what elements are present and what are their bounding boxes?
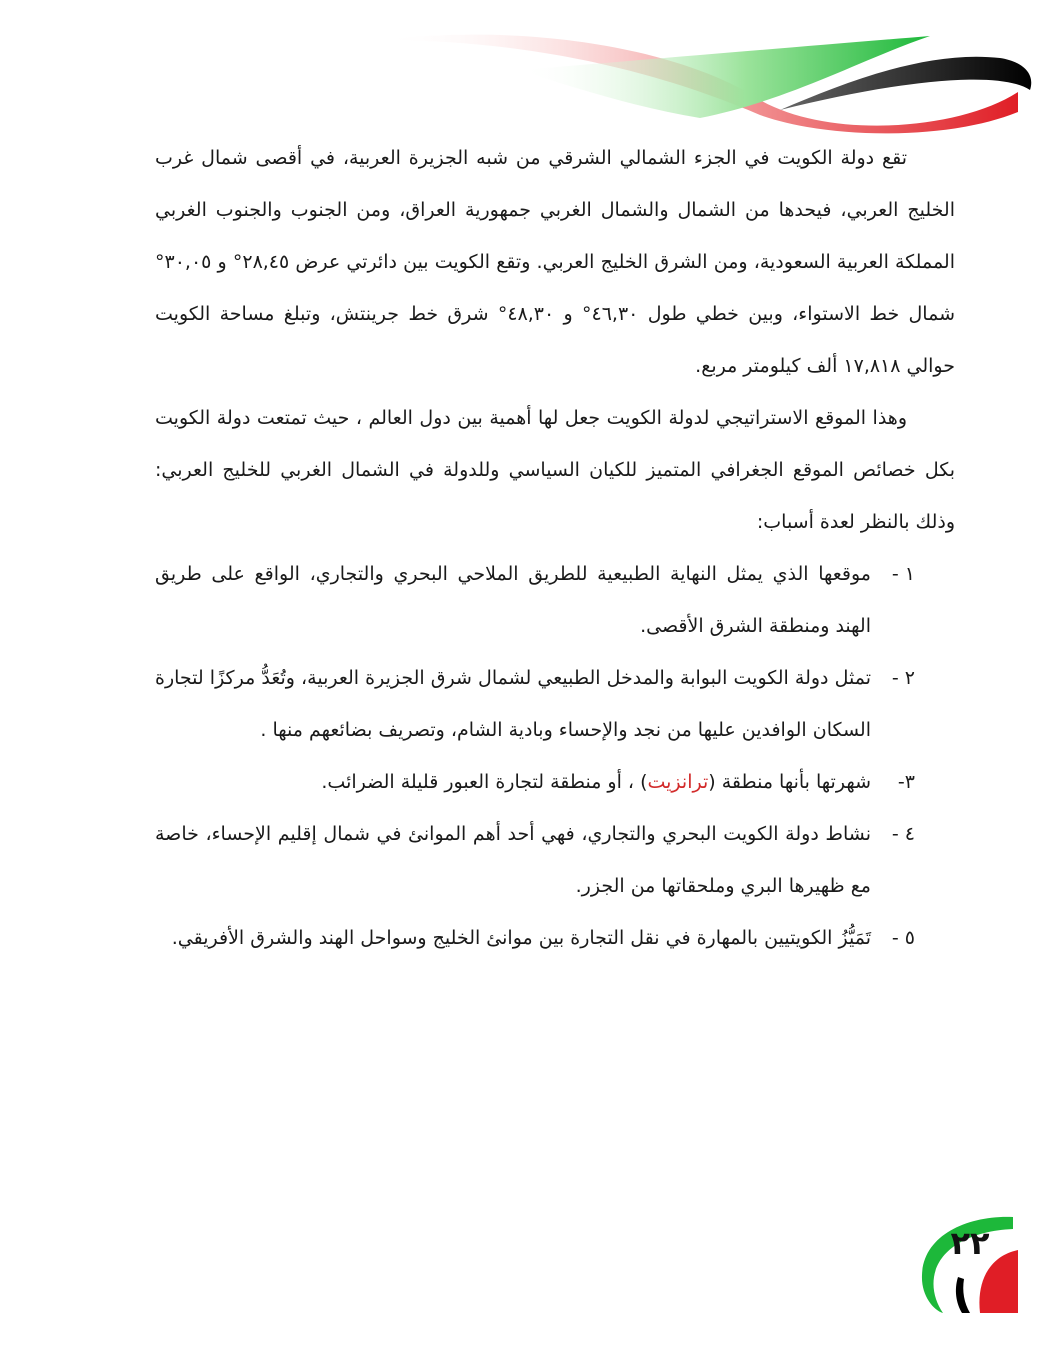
page-number: ٢٢ [950,1224,990,1262]
list-number: ٥ - [891,927,915,949]
list-number: ٣- [897,771,915,793]
list-text: تَمَيُّزُ الكويتيين بالمهارة في نقل التجارة بين موانئ الخليج وسواحل الهند والشرق الأفريقي. [171,927,871,949]
list-number: ١ - [891,563,915,585]
list-item [155,756,955,808]
list-item [155,912,955,964]
flag-swoosh-decoration [0,0,1062,150]
list-number: ٢ - [891,667,915,689]
list-item [155,548,955,652]
list-item [155,652,955,756]
corner-black-shape [956,1277,970,1313]
list-text: تمثل دولة الكويت البوابة والمدخل الطبيعي لشمال شرق الجزيرة العربية، وتُعَدُّ مركزًا لتجارة السكان الوافدين عليها من نجد والإحساء وبادية الشام، وتصريف بضائعهم منها . [155,667,871,741]
highlight-transit: ترانزيت [647,771,709,793]
list-text: نشاط دولة الكويت البحري والتجاري، فهي أحد أهم الموانئ في شمال إقليم الإحساء، خاصة مع ظهيرها البري وملحقاتها من الجزر. [155,823,871,897]
paragraph-location: تقع دولة الكويت في الجزء الشمالي الشرقي من شبه الجزيرة العربية، في أقصى شمال غرب الخليج العربي، فيحدها من الشمال والشمال الغربي جمهورية العراق، ومن الجنوب والجنوب الغربي المملكة العربية السعودية، ومن الشرق الخليج العربي. وتقع الكويت بين دائرتي عرض ٢٨,٤٥° و ٣٠,٠٥° شمال خط الاستواء، وبين خطي طول ٤٦,٣٠° و ٤٨,٣٠° شرق خط جرينتش، وتبلغ مساحة الكويت حوالي ١٧,٨١٨ ألف كيلومتر مربع. [155,147,955,377]
list-text-before: شهرتها بأنها منطقة ( [708,771,871,793]
list-text: موقعها الذي يمثل النهاية الطبيعية للطريق الملاحي البحري والتجاري، الواقع على طريق الهند ومنطقة الشرق الأقصى. [155,563,871,637]
paragraph-strategic: وهذا الموقع الاستراتيجي لدولة الكويت جعل لها أهمية بين دول العالم ، حيث تمتعت دولة الكويت بكل خصائص الموقع الجغرافي المتميز للكيان السياسي وللدولة في الشمال الغربي للخليج العربي: وذلك بالنظر لعدة أسباب: [155,407,955,533]
list-text-after: ) ، أو منطقة لتجارة العبور قليلة الضرائب. [321,771,648,793]
reasons-list [155,548,955,964]
list-number: ٤ - [891,823,915,845]
list-item [155,808,955,912]
article-body [155,132,955,964]
